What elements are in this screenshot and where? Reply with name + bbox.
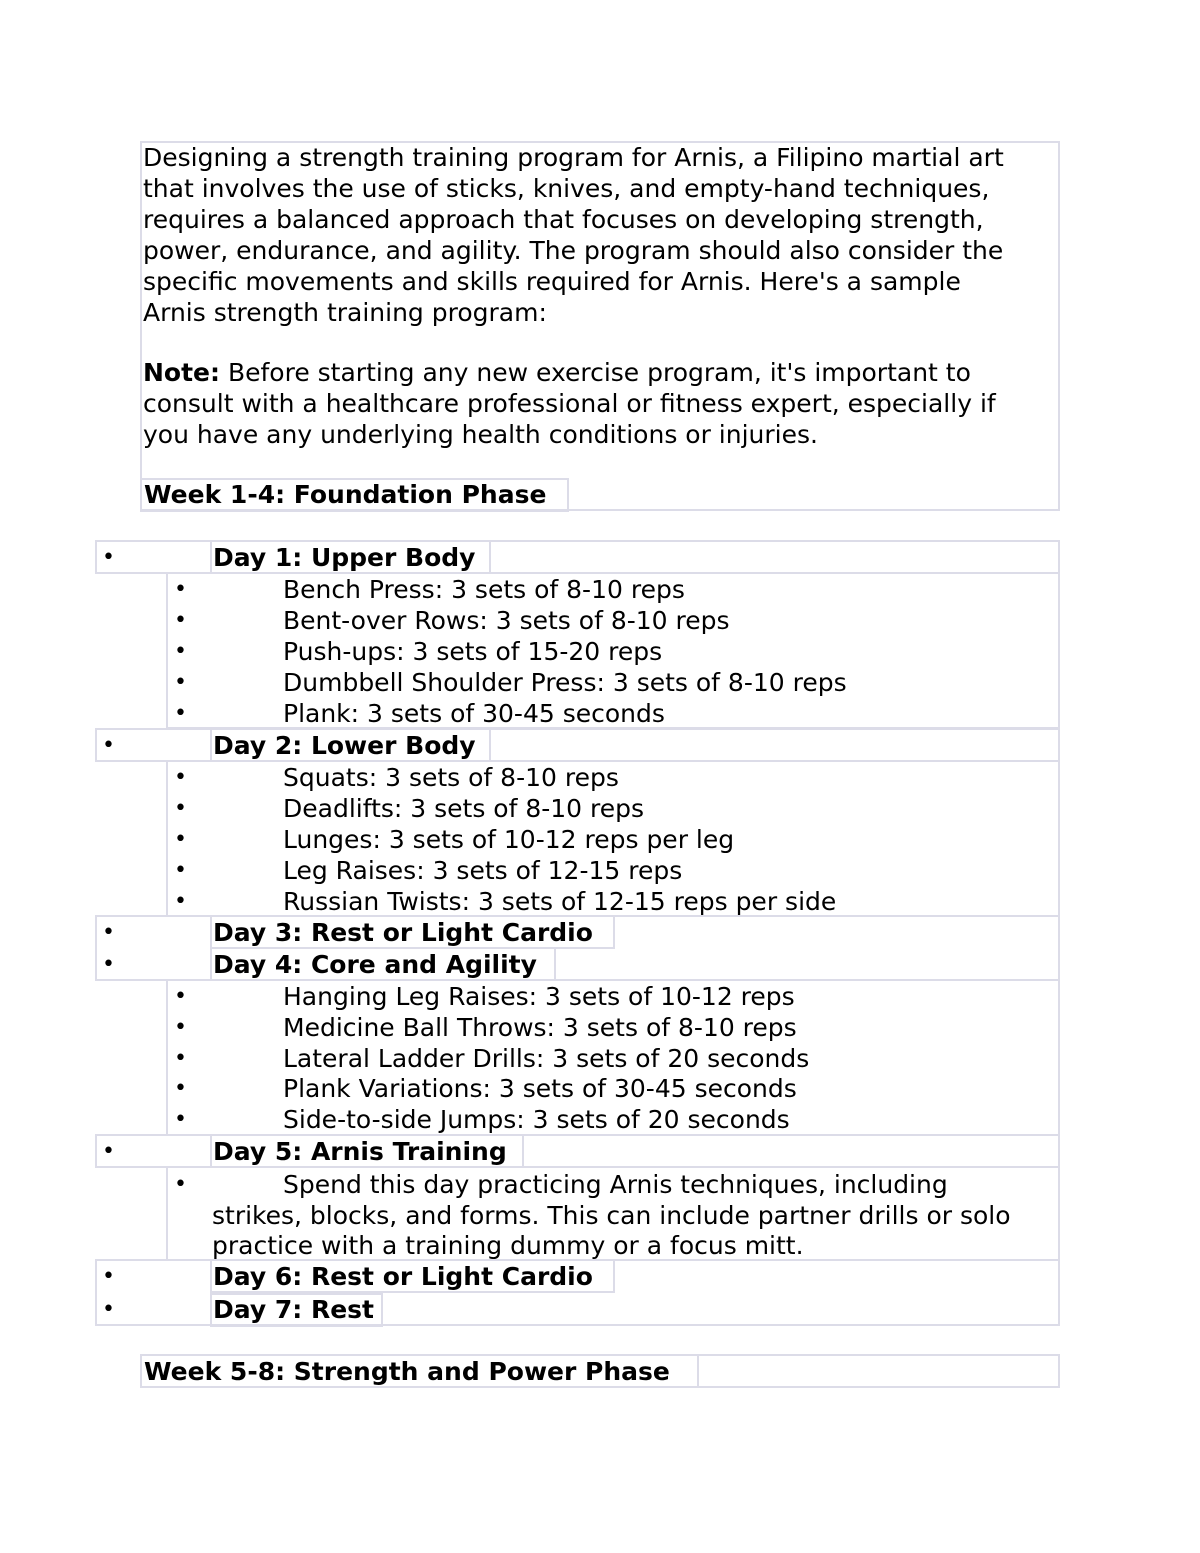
bullet-icon: • bbox=[174, 858, 187, 883]
intro-line: requires a balanced approach that focuses on developing strength, bbox=[143, 205, 984, 234]
bullet-icon: • bbox=[174, 577, 187, 602]
bullet-icon: • bbox=[102, 952, 115, 977]
list-item: Bent-over Rows: 3 sets of 8-10 reps bbox=[283, 606, 730, 635]
intro-line: specific movements and skills required for Arnis. Here's a sample bbox=[143, 267, 961, 296]
bullet-icon: • bbox=[174, 1172, 187, 1197]
bullet-icon: • bbox=[102, 545, 115, 570]
phase1-heading: Week 1-4: Foundation Phase bbox=[144, 480, 547, 509]
day5-title: Day 5: Arnis Training bbox=[213, 1137, 507, 1166]
bullet-icon: • bbox=[174, 984, 187, 1009]
list-item: Deadlifts: 3 sets of 8-10 reps bbox=[283, 794, 645, 823]
intro-line: that involves the use of sticks, knives, and empty-hand techniques, bbox=[143, 174, 990, 203]
intro-line: power, endurance, and agility. The program should also consider the bbox=[143, 236, 1004, 265]
list-item: Lateral Ladder Drills: 3 sets of 20 seconds bbox=[283, 1044, 810, 1073]
bullet-icon: • bbox=[102, 1264, 115, 1289]
bullet-icon: • bbox=[174, 796, 187, 821]
bullet-icon: • bbox=[174, 1046, 187, 1071]
list-item: Russian Twists: 3 sets of 12-15 reps per side bbox=[283, 887, 837, 916]
bullet-icon: • bbox=[174, 608, 187, 633]
day1-title: Day 1: Upper Body bbox=[213, 543, 476, 572]
list-item: Squats: 3 sets of 8-10 reps bbox=[283, 763, 619, 792]
bullet-icon: • bbox=[174, 701, 187, 726]
note-text: Before starting any new exercise program, it's important to bbox=[220, 358, 971, 387]
note-paragraph bbox=[143, 357, 1063, 450]
bullet-icon: • bbox=[102, 920, 115, 945]
list-item: Push-ups: 3 sets of 15-20 reps bbox=[283, 637, 663, 666]
bullet-icon: • bbox=[174, 670, 187, 695]
note-label: Note: bbox=[143, 358, 221, 387]
list-item-continuation: practice with a training dummy or a focus mitt. bbox=[212, 1231, 804, 1260]
intro-line: Arnis strength training program: bbox=[143, 298, 547, 327]
list-item: Plank Variations: 3 sets of 30-45 seconds bbox=[283, 1074, 797, 1103]
bullet-icon: • bbox=[174, 889, 187, 914]
phase2-heading: Week 5-8: Strength and Power Phase bbox=[144, 1357, 670, 1386]
bullet-icon: • bbox=[174, 639, 187, 664]
day4-title: Day 4: Core and Agility bbox=[213, 950, 537, 979]
bullet-icon: • bbox=[102, 1139, 115, 1164]
note-line: you have any underlying health conditions or injuries. bbox=[143, 420, 818, 449]
intro-paragraph bbox=[143, 142, 1063, 328]
intro-line: Designing a strength training program for Arnis, a Filipino martial art bbox=[143, 143, 1004, 172]
bullet-icon: • bbox=[102, 733, 115, 758]
list-item: Side-to-side Jumps: 3 sets of 20 seconds bbox=[283, 1105, 790, 1134]
list-item: Medicine Ball Throws: 3 sets of 8-10 reps bbox=[283, 1013, 797, 1042]
day7-title: Day 7: Rest bbox=[213, 1295, 374, 1324]
list-item: Spend this day practicing Arnis techniques, including bbox=[283, 1170, 948, 1199]
bullet-icon: • bbox=[174, 1076, 187, 1101]
list-item-continuation: strikes, blocks, and forms. This can include partner drills or solo bbox=[212, 1201, 1011, 1230]
day6-title: Day 6: Rest or Light Cardio bbox=[213, 1262, 593, 1291]
bullet-icon: • bbox=[174, 765, 187, 790]
list-item: Dumbbell Shoulder Press: 3 sets of 8-10 reps bbox=[283, 668, 847, 697]
day2-title: Day 2: Lower Body bbox=[213, 731, 476, 760]
list-item: Plank: 3 sets of 30-45 seconds bbox=[283, 699, 665, 728]
list-item: Leg Raises: 3 sets of 12-15 reps bbox=[283, 856, 683, 885]
note-line: consult with a healthcare professional or fitness expert, especially if bbox=[143, 389, 996, 418]
bullet-icon: • bbox=[174, 1015, 187, 1040]
day3-title: Day 3: Rest or Light Cardio bbox=[213, 918, 593, 947]
bullet-icon: • bbox=[174, 1107, 187, 1132]
list-item: Hanging Leg Raises: 3 sets of 10-12 reps bbox=[283, 982, 795, 1011]
bullet-icon: • bbox=[102, 1297, 115, 1322]
list-item: Lunges: 3 sets of 10-12 reps per leg bbox=[283, 825, 735, 854]
bullet-icon: • bbox=[174, 827, 187, 852]
list-item: Bench Press: 3 sets of 8-10 reps bbox=[283, 575, 685, 604]
